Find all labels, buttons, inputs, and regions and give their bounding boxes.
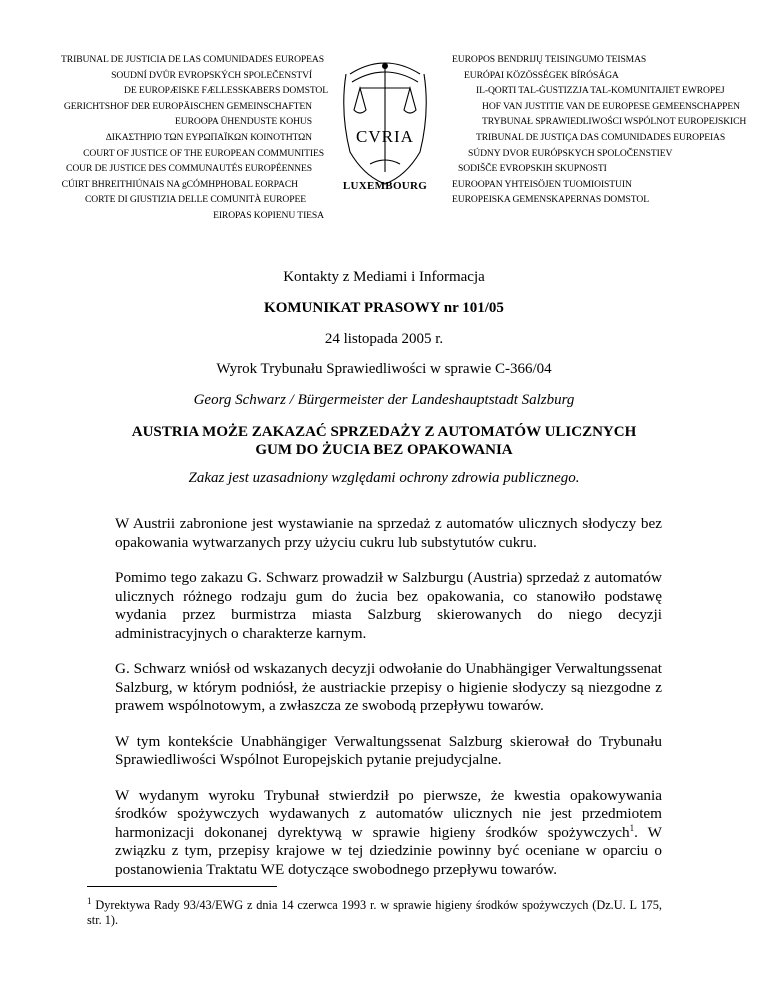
footnote-marker: 1 [87, 895, 92, 906]
footnote-reference[interactable]: 1 [629, 822, 635, 833]
paragraph [115, 787, 662, 880]
court-name: EUROOPA ÜHENDUSTE KOHUS [174, 116, 312, 128]
paragraph-text: W wydanym wyroku Trybunał stwierdził po pierwsze, że kwestia opakowywania środków spożywczych wydawanych z automatów ulicznych nie jest przedmiotem harmonizacji dokonanej dyrektywą w sprawie higieny środków spożywczych [115, 786, 662, 841]
header-courts-left [61, 52, 328, 224]
footnote-text: Dyrektywa Rady 93/43/EWG z dnia 14 czerwca 1993 r. w sprawie higieny środków spożywczych (Dz.U. L 175, str. 1). [87, 898, 662, 927]
release-date: 24 listopada 2005 r. [324, 331, 444, 347]
court-name: TRYBUNAŁ SPRAWIEDLIWOŚCI WSPÓLNOT EUROPEJSKICH [482, 116, 747, 128]
judgment-title: Wyrok Trybunału Sprawiedliwości w sprawie C-366/04 [216, 361, 552, 377]
city-label: LUXEMBOURG [342, 180, 428, 192]
curia-emblem-icon [330, 52, 440, 192]
header-courts-right [452, 52, 746, 208]
court-name: ΔΙΚΑΣΤΗΡΙΟ ΤΩΝ ΕΥΡΩΠΑΪΚΩΝ ΚΟΙΝΟΤΗΤΩΝ [105, 131, 312, 143]
footnote-divider [87, 886, 277, 887]
subheadline: Zakaz jest uzasadniony względami ochrony zdrowia publicznego. [188, 470, 580, 486]
court-name: COUR DE JUSTICE DES COMMUNAUTÉS EUROPÉENNES [66, 163, 312, 175]
court-name: TRIBUNAL DE JUSTICIA DE LAS COMUNIDADES EUROPEAS [61, 54, 324, 65]
body-text [115, 515, 662, 896]
court-name: SODIŠČE EVROPSKIH SKUPNOSTI [458, 163, 607, 175]
headline-line: GUM DO ŻUCIA BEZ OPAKOWANIA [255, 442, 513, 458]
court-name: DE EUROPÆISKE FÆLLESSKABERS DOMSTOL [124, 85, 328, 97]
emblem-word: CVRIA [356, 127, 414, 146]
press-release-number: KOMUNIKAT PRASOWY nr 101/05 [264, 300, 504, 316]
court-name: EIROPAS KOPIENU TIESA [213, 209, 324, 221]
paragraph: W Austrii zabronione jest wystawianie na sprzedaż z automatów ulicznych słodyczy bez opakowania wytwarzanych przy użyciu cukru lub substytutów cukru. [115, 515, 662, 551]
court-name: GERICHTSHOF DER EUROPÄISCHEN GEMEINSCHAFTEN [63, 100, 312, 112]
court-name: EUROOPAN YHTEISÖJEN TUOMIOISTUIN [452, 178, 632, 190]
court-name: TRIBUNAL DE JUSTIÇA DAS COMUNIDADES EUROPEIAS [476, 131, 726, 143]
court-name: EUROPEISKA GEMENSKAPERNAS DOMSTOL [452, 194, 649, 206]
court-name: CÚIRT BHREITHIÚNAIS NA gCÓMHPHOBAL EORPACH [61, 178, 298, 190]
footnote [87, 895, 662, 928]
paragraph: Pomimo tego zakazu G. Schwarz prowadził w Salzburgu (Austria) sprzedaż z automatów ulicznych różnego rodzaju gum do żucia bez opakowania, co stanowiło podstawę wydania przez burmistrza miasta Salzburg skierowanych do niego decyzji administracyjnych o charakterze karnym. [115, 569, 662, 642]
court-name: EURÓPAI KÖZÖSSÉGEK BÍRÓSÁGA [464, 69, 619, 81]
headline-line: AUSTRIA MOŻE ZAKAZAĆ SPRZEDAŻY Z AUTOMATÓW ULICZNYCH [131, 424, 637, 440]
paragraph: W tym kontekście Unabhängiger Verwaltungssenat Salzburg skierował do Trybunału Sprawiedliwości Wspólnot Europejskich pytanie prejudycjalne. [115, 732, 662, 768]
court-name: SOUDNÍ DVŮR EVROPSKÝCH SPOLEČENSTVÍ [111, 69, 312, 81]
case-parties: Georg Schwarz / Bürgermeister der Landeshauptstadt Salzburg [193, 392, 575, 408]
paragraph: G. Schwarz wniósł od wskazanych decyzji odwołanie do Unabhängiger Verwaltungssenat Salzburg, w którym podniósł, że austriackie przepisy o higienie słodyczy są niezgodne z prawem wspólnotowym, a zwłaszcza ze swobodą przepływu towarów. [115, 660, 662, 714]
court-name: CORTE DI GIUSTIZIA DELLE COMUNITÀ EUROPEE [84, 194, 306, 206]
court-name: COURT OF JUSTICE OF THE EUROPEAN COMMUNITIES [83, 147, 324, 159]
department-title: Kontakty z Mediami i Informacja [283, 269, 485, 285]
headline [0, 423, 768, 459]
court-name: IL-QORTI TAL-ĠUSTIZZJA TAL-KOMUNITAJIET EWROPEJ [476, 85, 725, 97]
paragraph-text: . W związku z tym, przepisy krajowe w tej dziedzinie powinny być oceniane w oparciu o postanowienia Traktatu WE dotyczące swobodnego przepływu towarów. [115, 823, 662, 878]
court-name: EUROPOS BENDRIJŲ TEISINGUMO TEISMAS [452, 54, 647, 65]
court-name: HOF VAN JUSTITIE VAN DE EUROPESE GEMEENSCHAPPEN [482, 100, 740, 112]
court-name: SÚDNY DVOR EURÓPSKYCH SPOLOČENSTIEV [468, 147, 673, 159]
